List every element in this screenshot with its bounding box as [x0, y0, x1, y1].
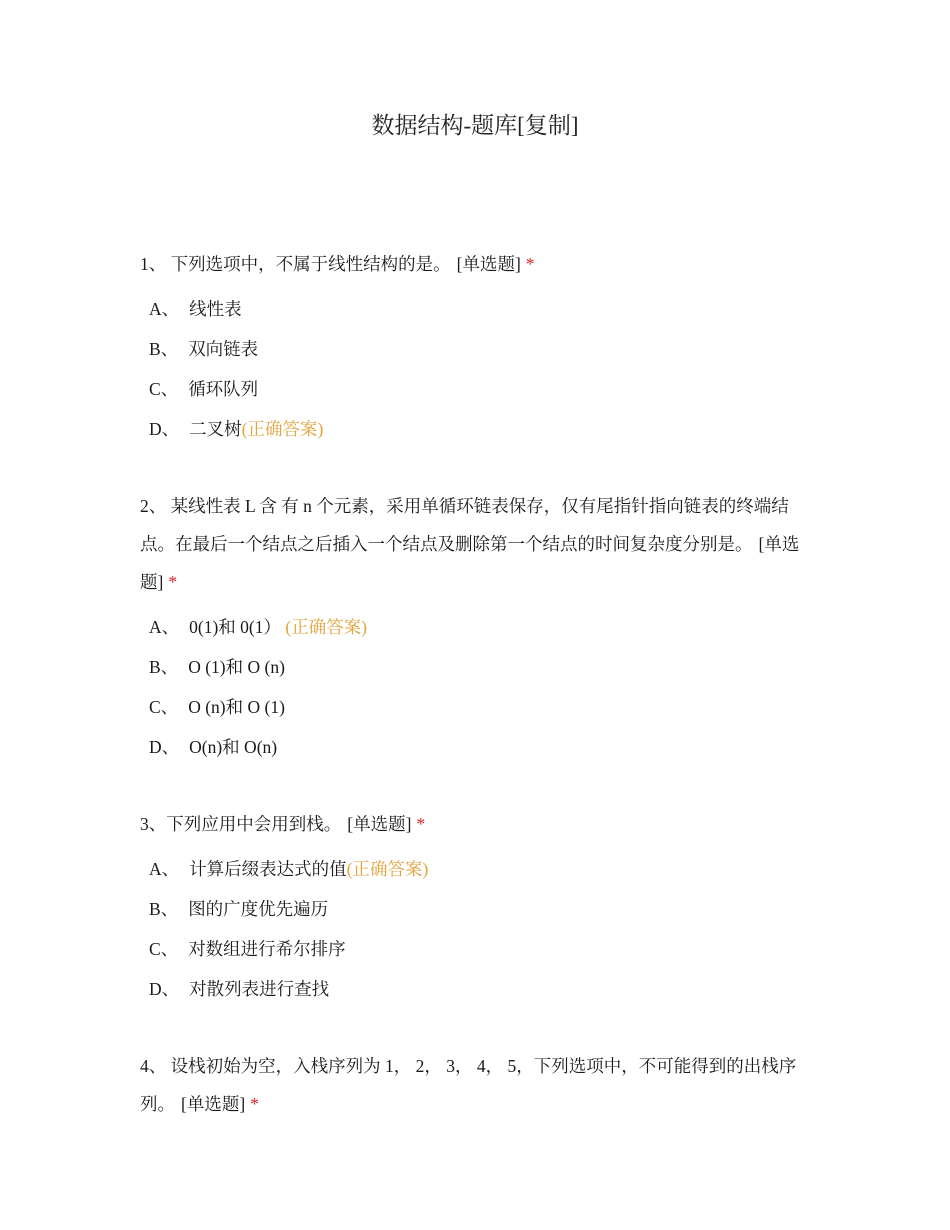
option-text: 对数组进行希尔排序: [188, 939, 346, 959]
option-letter: C、: [149, 697, 179, 717]
question-type-label: [单选题]: [140, 534, 800, 592]
option-letter: B、: [149, 339, 179, 359]
option-letter: C、: [149, 379, 179, 399]
option-text: 图的广度优先遍历: [188, 899, 329, 919]
option-list: [140, 289, 820, 449]
option-d[interactable]: [140, 409, 820, 449]
question-type-label: [单选题]: [347, 814, 412, 834]
question-2: [140, 487, 820, 767]
option-b[interactable]: [140, 329, 820, 369]
question-4: [140, 1047, 820, 1123]
option-c[interactable]: [140, 687, 820, 727]
option-b[interactable]: [140, 647, 820, 687]
option-letter: A、: [149, 299, 180, 319]
option-text: O (n)和 O (1): [188, 697, 285, 717]
required-star: *: [168, 572, 178, 592]
option-letter: B、: [149, 899, 179, 919]
option-letter: A、: [149, 859, 180, 879]
option-letter: D、: [149, 737, 180, 757]
option-list: [140, 849, 820, 1009]
question-stem: [140, 805, 820, 843]
option-a[interactable]: [140, 849, 820, 889]
option-text: 对散列表进行查找: [189, 979, 330, 999]
question-stem: [140, 245, 820, 283]
option-text: 循环队列: [188, 379, 259, 399]
option-letter: C、: [149, 939, 179, 959]
option-c[interactable]: [140, 369, 820, 409]
option-text: O(n)和 O(n): [189, 737, 278, 757]
option-c[interactable]: [140, 929, 820, 969]
question-stem: [140, 487, 820, 601]
question-1: [140, 245, 820, 449]
option-letter: A、: [149, 617, 180, 637]
option-d[interactable]: [140, 727, 820, 767]
option-text: 双向链表: [188, 339, 259, 359]
option-text: 线性表: [189, 299, 242, 319]
option-letter: B、: [149, 657, 179, 677]
option-letter: D、: [149, 419, 180, 439]
correct-answer-mark: (正确答案): [281, 617, 368, 637]
question-text: 3、下列应用中会用到栈。: [140, 814, 342, 834]
question-text: 2、 某线性表 L 含 有 n 个元素，采用单循环链表保存，仅有尾指针指向链表的终端结点。在最后一个结点之后插入一个结点及删除第一个结点的时间复杂度分别是。: [140, 496, 789, 554]
option-a[interactable]: [140, 289, 820, 329]
question-stem: [140, 1047, 820, 1123]
question-type-label: [单选题]: [181, 1094, 246, 1114]
required-star: *: [250, 1094, 259, 1114]
option-b[interactable]: [140, 889, 820, 929]
page-title: 数据结构-题库[复制]: [371, 113, 579, 138]
option-text: 计算后缀表达式的值: [189, 859, 347, 879]
option-d[interactable]: [140, 969, 820, 1009]
option-text: 0(1)和 0(1）: [189, 617, 281, 637]
correct-answer-mark: (正确答案): [241, 419, 324, 439]
correct-answer-mark: (正确答案): [346, 859, 429, 879]
question-3: [140, 805, 820, 1009]
option-text: O (1)和 O (n): [188, 657, 285, 677]
question-text: 1、 下列选项中，不属于线性结构的是。: [140, 254, 451, 274]
option-letter: D、: [149, 979, 180, 999]
question-text: 4、 设栈初始为空，入栈序列为 1， 2， 3， 4， 5，下列选项中，不可能得到的出栈序列。: [140, 1056, 797, 1114]
option-list: [140, 607, 820, 767]
required-star: *: [525, 254, 535, 274]
required-star: *: [416, 814, 426, 834]
question-type-label: [单选题]: [456, 254, 521, 274]
option-text: 二叉树: [189, 419, 242, 439]
option-a[interactable]: [140, 607, 820, 647]
